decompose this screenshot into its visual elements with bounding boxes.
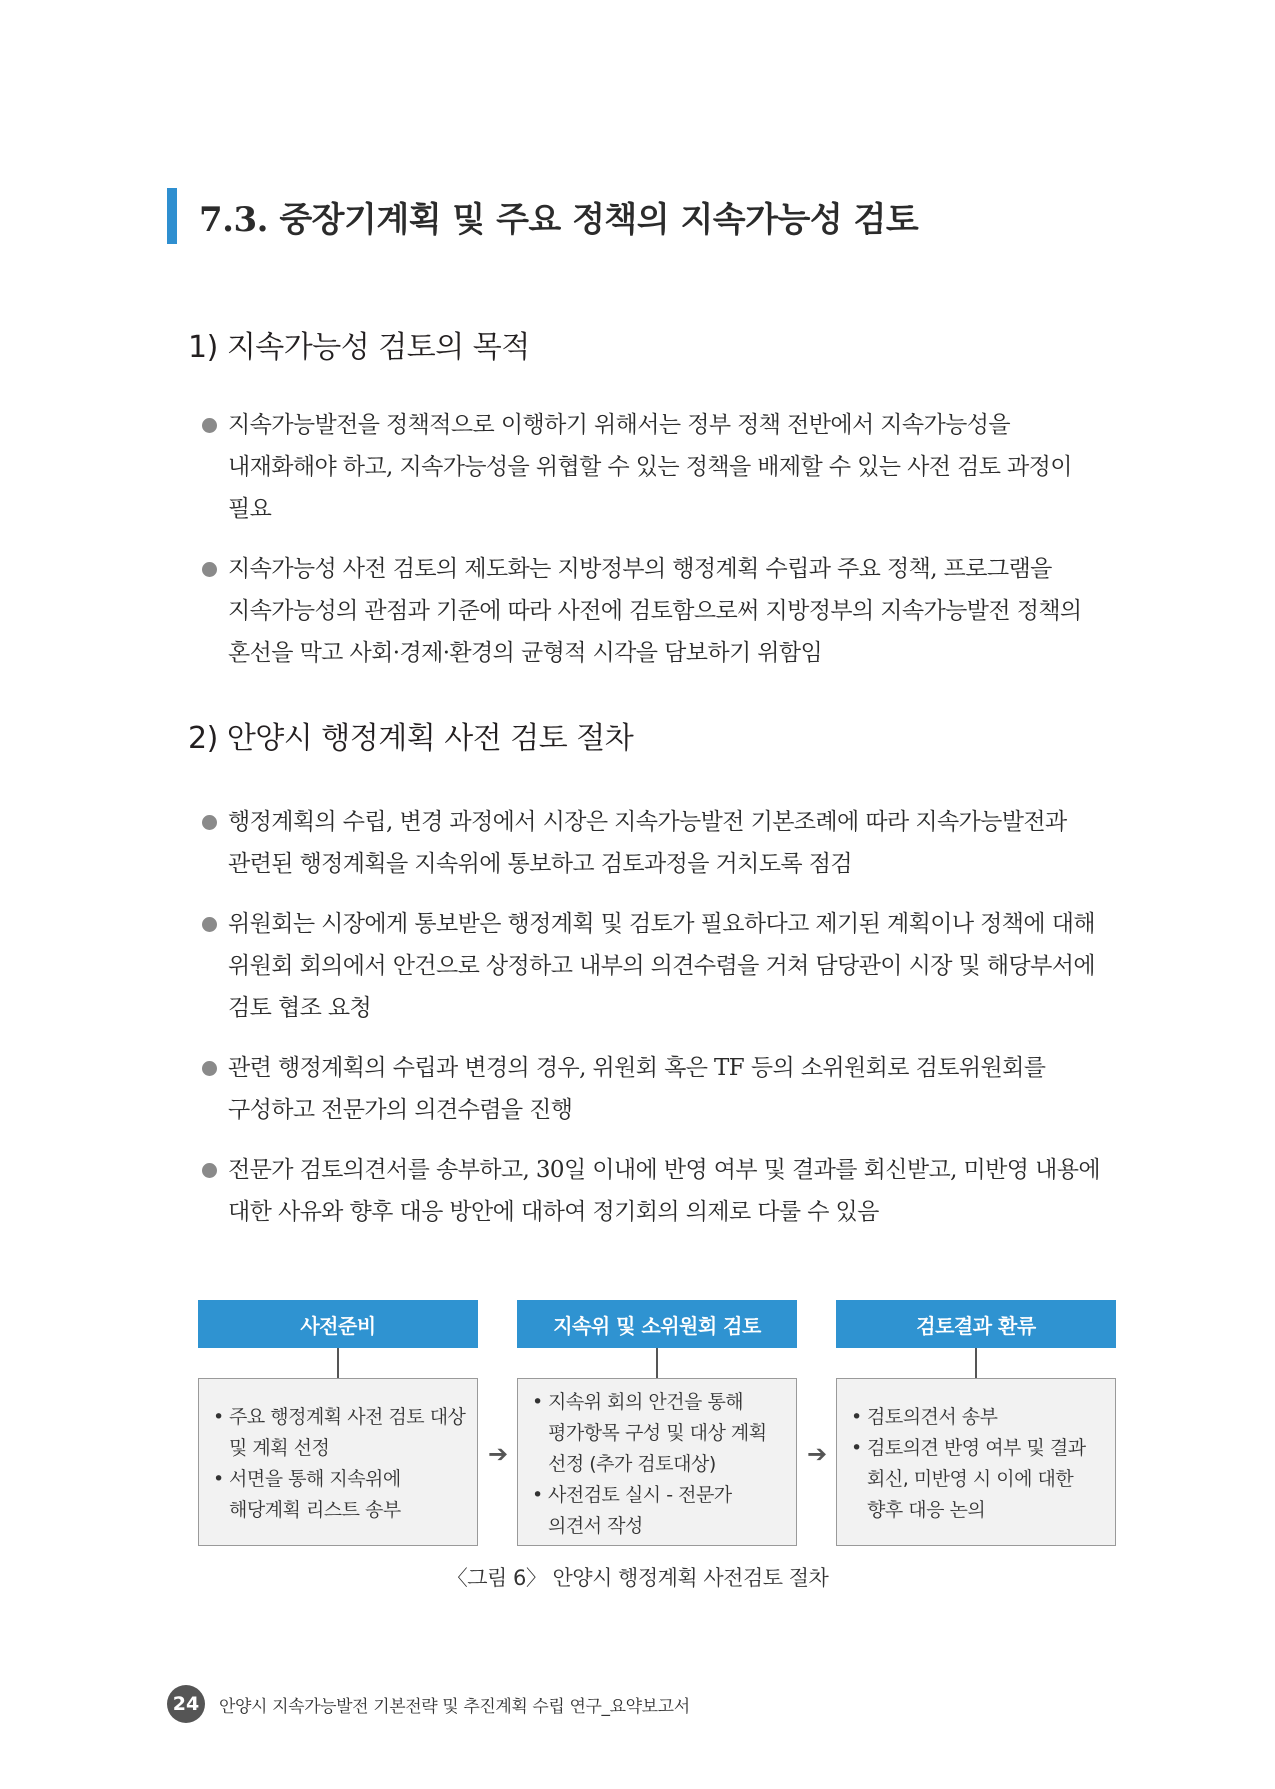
flow-step-item: • 서면을 통해 지속위에 해당계획 리스트 송부 (213, 1464, 467, 1526)
flow-step-body (198, 1378, 478, 1546)
figure-caption: 〈그림 6〉 안양시 행정계획 사전검토 절차 (446, 1566, 829, 1590)
flow-step-title: 검토결과 환류 (836, 1300, 1116, 1348)
flow-step-review (517, 1300, 797, 1546)
flow-step-item: • 검토의견 반영 여부 및 결과 회신, 미반영 시 이에 대한 향후 대응 논의 (851, 1433, 1105, 1526)
bullet-text: 관련 행정계획의 수립과 변경의 경우, 위원회 혹은 TF 등의 소위원회로 검토위원회를 구성하고 전문가의 의견수렴을 진행 (228, 1055, 1046, 1123)
subheading-procedure: 2) 안양시 행정계획 사전 검토 절차 (188, 721, 634, 756)
bullet-text: 지속가능성 사전 검토의 제도화는 지방정부의 행정계획 수립과 주요 정책, 프로그램을 지속가능성의 관점과 기준에 따라 사전에 검토함으로써 지방정부의 지속가능발전 정책의 혼선을 막고 사회·경제·환경의 균형적 시각을 담보하기 위함임 (228, 556, 1082, 666)
bullet-dot-icon (202, 815, 217, 830)
bullet-text: 지속가능발전을 정책적으로 이행하기 위해서는 정부 정책 전반에서 지속가능성을 내재화해야 하고, 지속가능성을 위협할 수 있는 정책을 배제할 수 있는 사전 검토 과정이 필요 (228, 412, 1072, 522)
bullet-dot-icon (202, 1163, 217, 1178)
bullet-text: 전문가 검토의견서를 송부하고, 30일 이내에 반영 여부 및 결과를 회신받고, 미반영 내용에 대한 사유와 향후 대응 방안에 대하여 정기회의 의제로 다룰 수 있음 (228, 1157, 1100, 1225)
bullet-text: 행정계획의 수립, 변경 과정에서 시장은 지속가능발전 기본조례에 따라 지속가능발전과 관련된 행정계획을 지속위에 통보하고 검토과정을 거치도록 점검 (228, 809, 1067, 877)
flow-step-item: • 지속위 회의 안건을 통해 평가항목 구성 및 대상 계획 선정 (추가 검토대상) (532, 1387, 786, 1480)
flow-step-preparation (198, 1300, 478, 1546)
flow-step-feedback (836, 1300, 1116, 1546)
flow-connector (337, 1348, 339, 1378)
page-footer (167, 1685, 690, 1723)
footer-title: 안양시 지속가능발전 기본전략 및 추진계획 수립 연구_요약보고서 (219, 1696, 690, 1717)
flow-step-body (836, 1378, 1116, 1546)
flow-step-title: 사전준비 (198, 1300, 478, 1348)
bullet-dot-icon (202, 418, 217, 433)
bullet-item (200, 903, 1120, 1029)
flow-step-item: • 검토의견서 송부 (851, 1402, 1105, 1433)
bullet-item (200, 1047, 1120, 1131)
flow-connector (656, 1348, 658, 1378)
procedure-flow-diagram (198, 1300, 1113, 1550)
procedure-bullet-list (200, 801, 1120, 1233)
page-number: 24 (167, 1685, 205, 1723)
flow-step-item: • 사전검토 실시 - 전문가 의견서 작성 (532, 1480, 786, 1542)
bullet-dot-icon (202, 1061, 217, 1076)
flow-step-item: • 주요 행정계획 사전 검토 대상 및 계획 선정 (213, 1402, 467, 1464)
flow-step-body (517, 1378, 797, 1546)
bullet-dot-icon (202, 562, 217, 577)
section-accent-bar (167, 188, 177, 244)
bullet-item (200, 548, 1120, 674)
flow-step-title: 지속위 및 소위원회 검토 (517, 1300, 797, 1348)
arrow-right-icon: ➔ (488, 1440, 509, 1468)
section-title-text: 7.3. 중장기계획 및 주요 정책의 지속가능성 검토 (199, 199, 919, 240)
bullet-item (200, 801, 1120, 885)
arrow-right-icon: ➔ (807, 1440, 828, 1468)
section-title (167, 187, 918, 245)
bullet-item (200, 1149, 1120, 1233)
bullet-text: 위원회는 시장에게 통보받은 행정계획 및 검토가 필요하다고 제기된 계획이나 정책에 대해 위원회 회의에서 안건으로 상정하고 내부의 의견수렴을 거쳐 담당관이 시장 및 해당부서에 검토 협조 요청 (228, 911, 1095, 1021)
flow-connector (975, 1348, 977, 1378)
bullet-item (200, 404, 1120, 530)
purpose-bullet-list (200, 404, 1120, 674)
bullet-dot-icon (202, 917, 217, 932)
subheading-purpose: 1) 지속가능성 검토의 목적 (188, 330, 530, 365)
